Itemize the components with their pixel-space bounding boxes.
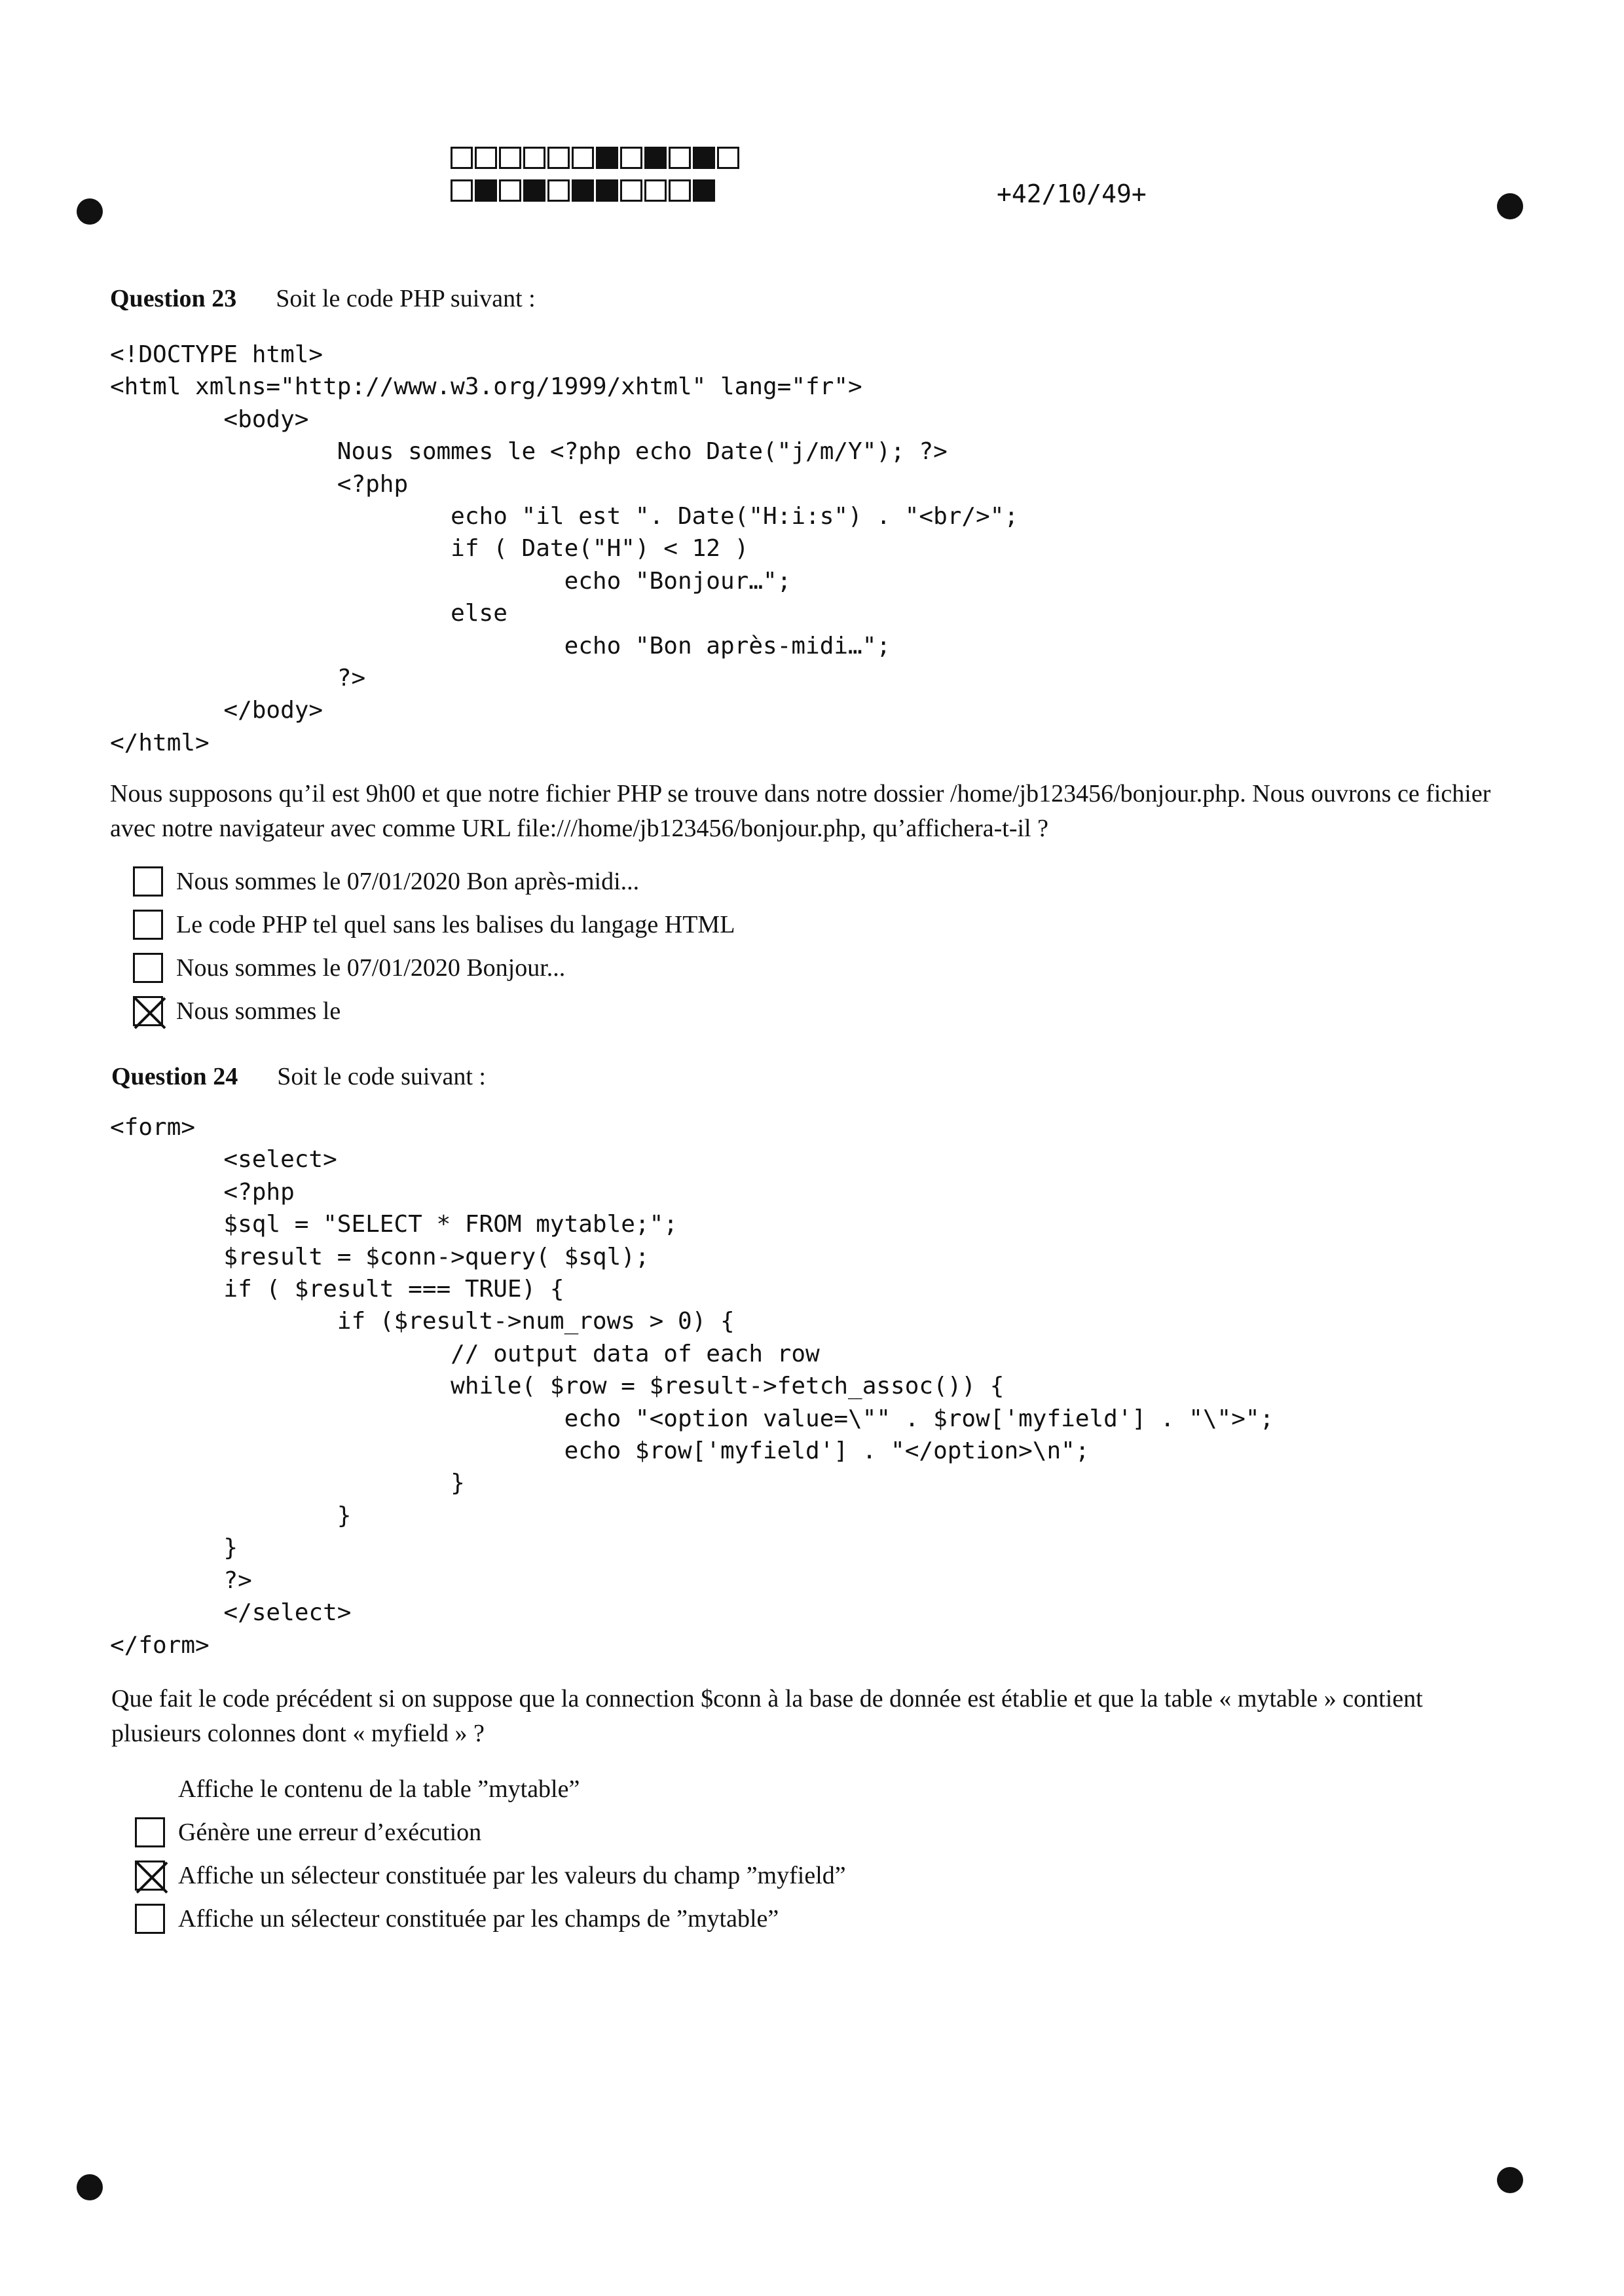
cross-mark-icon <box>133 1859 171 1897</box>
checkbox[interactable] <box>135 1817 165 1847</box>
page-id: +42/10/49+ <box>997 179 1147 208</box>
answer-label: Nous sommes le <box>176 997 341 1025</box>
cross-mark-icon <box>131 994 169 1032</box>
barcode-cell <box>523 179 545 202</box>
registration-mark-top-right <box>1497 193 1523 219</box>
barcode-row-2 <box>451 179 717 202</box>
answer-label: Affiche un sélecteur constituée par les valeurs du champ ”myfield” <box>178 1862 846 1889</box>
answer-option[interactable] <box>133 996 341 1026</box>
barcode-cell <box>547 147 570 169</box>
question-intro: Soit le code suivant : <box>277 1063 486 1090</box>
checkbox[interactable] <box>133 953 163 983</box>
barcode-cell <box>693 179 715 202</box>
barcode-cell <box>523 147 545 169</box>
checkbox-missing <box>135 1774 165 1804</box>
barcode-cell <box>620 179 642 202</box>
checkbox-checked[interactable] <box>133 996 163 1026</box>
answer-label: Le code PHP tel quel sans les balises du langage HTML <box>176 911 735 938</box>
answer-label: Affiche le contenu de la table ”mytable” <box>178 1775 580 1803</box>
question-23-text: Nous supposons qu’il est 9h00 et que notre fichier PHP se trouve dans notre dossier /home/jb123456/bonjour.php. Nous ouvrons ce fichier avec notre navigateur avec comme URL file:///home/jb123456/bonjour.php, qu’affichera-t-il ? <box>110 780 1491 842</box>
barcode-cell <box>451 147 473 169</box>
answer-label: Affiche un sélecteur constituée par les champs de ”mytable” <box>178 1905 779 1933</box>
code-block-q23: <!DOCTYPE html> <html xmlns="http://www.w3.org/1999/xhtml" lang="fr"> <body> Nous sommes le <?php echo Date("j/m/Y"); ?> <?php echo "il est ". Date("H:i:s") . "<br/>"; if ( Date("H") < 12 ) echo "Bonjour…"; else echo "Bon après-midi…"; ?> </body> </html> <box>110 341 1019 756</box>
barcode-cell <box>572 179 594 202</box>
answer-option[interactable] <box>135 1817 481 1847</box>
barcode-cell <box>499 147 521 169</box>
barcode-cell <box>644 179 667 202</box>
barcode-cell <box>644 147 667 169</box>
registration-mark-bottom-left <box>77 2174 103 2200</box>
barcode-cell <box>499 179 521 202</box>
barcode-cell <box>596 179 618 202</box>
question-number: Question 24 <box>111 1063 238 1090</box>
checkbox[interactable] <box>133 866 163 897</box>
code-block-q24: <form> <select> <?php $sql = "SELECT * FROM mytable;"; $result = $conn->query( $sql); if ( $result === TRUE) { if ($result->num_rows > 0) { // output data of each row while( $row = $result->fetch_assoc()) { echo "<option value=\"" . $row['myfield'] . "\">"; echo $row['myfield'] . "</option>\n"; } } } ?> </select> </form> <box>110 1114 1274 1659</box>
barcode-cell <box>572 147 594 169</box>
barcode-cell <box>669 147 691 169</box>
barcode-row-1 <box>451 147 741 169</box>
barcode-cell <box>620 147 642 169</box>
answer-option[interactable] <box>135 1774 580 1804</box>
answer-option[interactable] <box>135 1861 846 1891</box>
barcode-cell <box>475 179 497 202</box>
answer-label: Nous sommes le 07/01/2020 Bon après-midi... <box>176 868 640 895</box>
question-24-heading <box>111 1062 486 1091</box>
answer-option[interactable] <box>133 866 639 897</box>
answer-label: Nous sommes le 07/01/2020 Bonjour... <box>176 954 566 982</box>
barcode-cell <box>717 147 739 169</box>
checkbox[interactable] <box>135 1904 165 1934</box>
question-number: Question 23 <box>110 285 237 312</box>
question-23-heading <box>110 284 536 313</box>
answer-option[interactable] <box>133 953 565 983</box>
checkbox[interactable] <box>133 910 163 940</box>
answer-option[interactable] <box>135 1904 779 1934</box>
registration-mark-top-left <box>77 198 103 225</box>
barcode-cell <box>669 179 691 202</box>
barcode-cell <box>596 147 618 169</box>
checkbox-checked[interactable] <box>135 1861 165 1891</box>
answer-option[interactable] <box>133 910 735 940</box>
registration-mark-bottom-right <box>1497 2167 1523 2193</box>
barcode-cell <box>475 147 497 169</box>
question-24-text: Que fait le code précédent si on suppose que la connection $conn à la base de donnée est établie et que la table « mytable » contient plusieurs colonnes dont « myfield » ? <box>111 1685 1423 1747</box>
barcode-cell <box>693 147 715 169</box>
barcode-cell <box>451 179 473 202</box>
question-intro: Soit le code PHP suivant : <box>276 285 536 312</box>
answer-label: Génère une erreur d’exécution <box>178 1819 482 1846</box>
barcode-cell <box>547 179 570 202</box>
